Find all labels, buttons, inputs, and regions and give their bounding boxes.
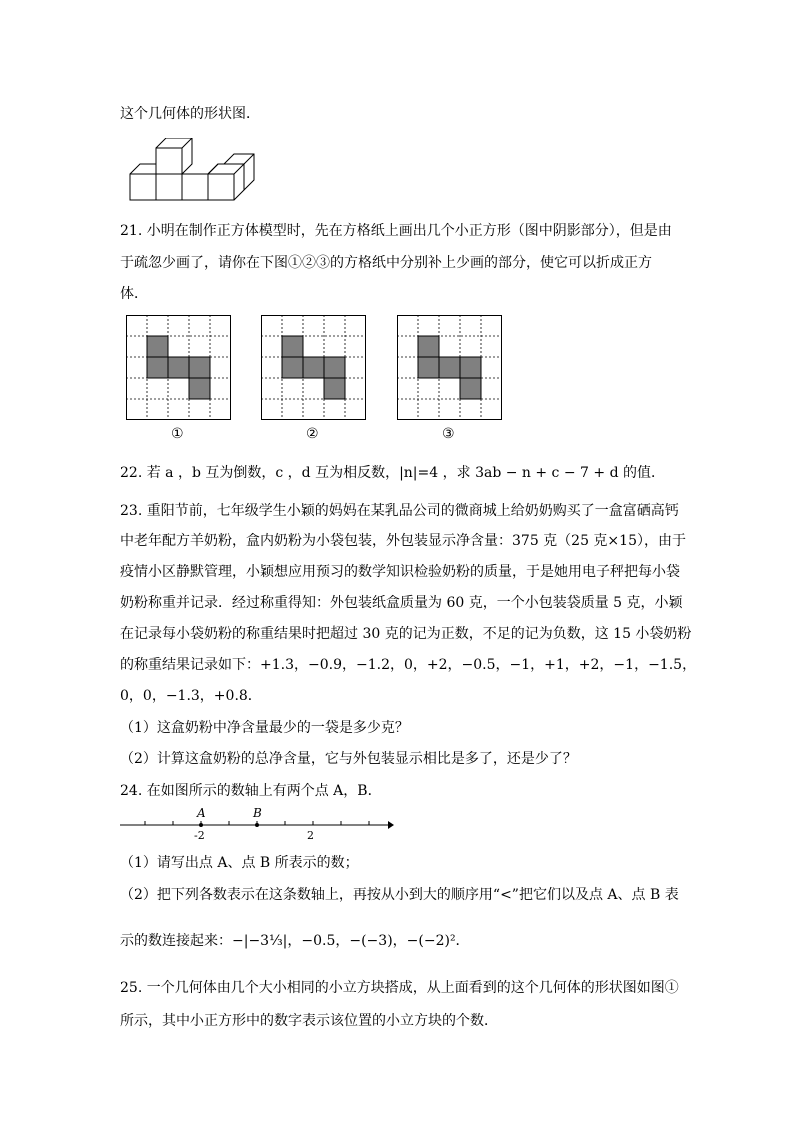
grid-3 [397,315,502,420]
q23-line4: 奶粉称重并记录．经过称重得知：外包装纸盒质量为 60 克，一个小包装袋质量 5 克，小颖 [120,595,683,611]
point-a-label: A [197,806,206,820]
q23-line1: 23. 重阳节前，七年级学生小颖的妈妈在某乳品公司的微商城上给奶奶购买了一盒富硒高钙 [120,503,679,519]
q23-line3: 疫情小区静默管理，小颖想应用预习的数学知识检验奶粉的质量，于是她用电子秤把每小袋 [120,564,680,580]
grid-label-2: ② [306,426,319,442]
grid-2 [261,315,366,420]
q21-line2: 于疏忽少画了，请你在下图①②③的方格纸中分别补上少画的部分，使它可以折成正方 [120,255,652,271]
q24-sub2-prefix: 示的数连接起来： [120,933,232,949]
q24-sub2-expression: −|−3⅓|，−0.5，−(−3)，−(−2)²． [232,933,470,949]
q23-line7: 0，0，−1.3，+0.8． [120,688,262,704]
cube-figure [128,138,258,204]
grid-1 [126,315,231,420]
q23-line6: 的称重结果记录如下：+1.3，−0.9，−1.2，0，+2，−0.5，−1，+1，+2，−1，−1.5， [120,657,697,673]
q24-sub1: （1）请写出点 A、点 B 所表示的数； [120,855,359,871]
q21-line1: 21. 小明在制作正方体模型时，先在方格纸上画出几个小正方形（图中阴影部分），但是由 [120,223,672,239]
q25-line2: 所示，其中小正方形中的数字表示该位置的小立方块的个数． [120,1013,498,1029]
point-b-label: B [253,806,262,820]
grid-label-1: ① [171,426,184,442]
q21-line3: 体． [120,286,148,302]
q22-text: 22. 若 a ，b 互为倒数，c ，d 互为相反数，|n|=4 ，求 3ab − n + c − 7 + d 的值． [120,465,665,481]
q20-tail-text: 这个几何体的形状图． [120,106,260,122]
tick-label-neg2: -2 [194,829,205,842]
number-line [118,806,394,842]
q24-line1: 24. 在如图所示的数轴上有两个点 A，B． [120,783,382,799]
q24-sub2-line2 [120,930,470,950]
q23-sub2: （2）计算这盒奶粉的总净含量，它与外包装显示相比是多了，还是少了？ [120,751,577,767]
q23-line2: 中老年配方羊奶粉，盒内奶粉为小袋包装，外包装显示净含量：375 克（25 克×15），由于 [120,533,686,549]
q24-sub2: （2）把下列各数表示在这条数轴上，再按从小到大的顺序用“<”把它们以及点 A、点 B 表 [120,887,679,903]
q23-sub1: （1）这盒奶粉中净含量最少的一袋是多少克？ [120,720,409,736]
q23-line5: 在记录每小袋奶粉的称重结果时把超过 30 克的记为正数，不足的记为负数，这 15 小袋奶粉 [120,626,692,642]
tick-label-2: 2 [307,829,314,842]
q25-line1: 25. 一个几何体由几个大小相同的小立方块搭成，从上面看到的这个几何体的形状图如图① [120,980,679,996]
grid-label-3: ③ [442,426,455,442]
